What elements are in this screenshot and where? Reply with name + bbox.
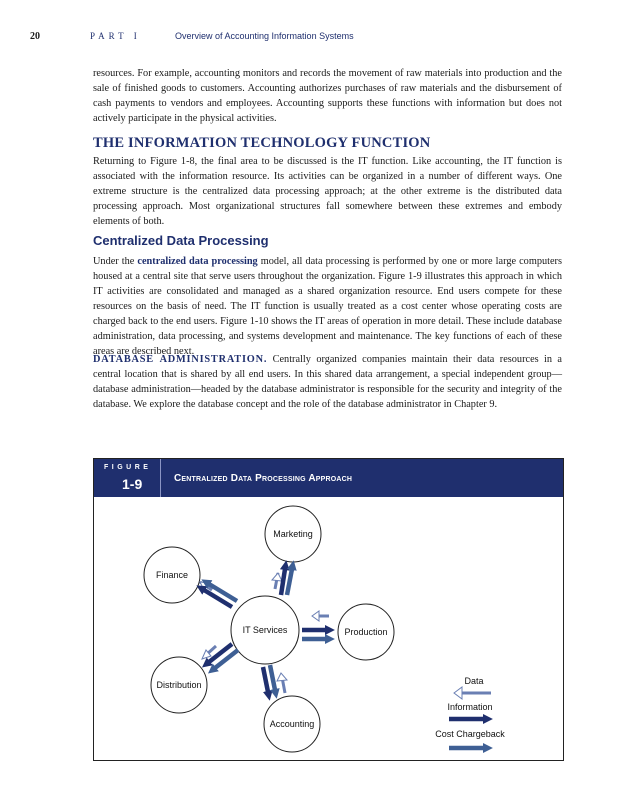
figure-title: Centralized Data Processing Approach — [174, 473, 353, 484]
arrow-finance-chargeback — [209, 584, 237, 601]
key-term-centralized: centralized data processing — [137, 256, 258, 267]
page-number: 20 — [30, 31, 40, 42]
figure-1-9 — [93, 458, 564, 761]
node-finance: Finance — [155, 570, 189, 580]
arrow-production-data-head — [312, 611, 319, 621]
part-title: Overview of Accounting Information Systems — [175, 31, 354, 41]
arrow-accounting-information — [263, 667, 268, 692]
paragraph-centralized — [93, 254, 562, 359]
node-it-services: IT Services — [242, 625, 288, 635]
figure-word: FIGURE — [104, 464, 152, 471]
arrow-accounting-chargeback — [270, 665, 275, 690]
p3-rest: model, all data processing is performed by one or more large computers housed at a central site that serve users throughout the organization. Figure 1-9 illustrates this approach in which IT activities are consolidated and managed as a shared organization resource. End users compete for these resources on the basis of need. The IT function is usually treated as a cost center whose operating costs are charged back to the end users. Figure 1-10 shows the IT areas of operation in more detail. These include database administration, data processing, and systems development and maintenance. The key functions of each of these areas are described next. — [93, 256, 562, 357]
node-production: Production — [344, 627, 388, 637]
figure-diagram — [94, 497, 563, 760]
heading-centralized: Centralized Data Processing — [93, 233, 269, 248]
arrow-marketing-chargeback — [287, 569, 292, 595]
arrow-marketing-information — [281, 569, 285, 595]
p4-text: Centrally organized companies maintain their data resources in a central location that is shared by all end users. In this shared data arrangement, a special independent group—database administration—headed by the database administrator is responsible for the security and integrity of the database. We explore the database concept and the role of the database administrator in Chapter 9. — [93, 354, 563, 410]
paragraph-database-admin — [93, 352, 562, 412]
figure-label-box — [94, 459, 161, 497]
figure-number: 1-9 — [122, 476, 143, 492]
node-accounting: Accounting — [269, 719, 315, 729]
figure-header-band — [94, 459, 563, 497]
runin-database-admin: DATABASE ADMINISTRATION. — [93, 354, 268, 365]
node-marketing: Marketing — [273, 529, 313, 539]
arrow-accounting-data-head — [277, 673, 287, 681]
heading-it-function: THE INFORMATION TECHNOLOGY FUNCTION — [93, 135, 431, 151]
arrow-finance-data-head — [200, 582, 208, 590]
legend-information-label: Information — [447, 702, 493, 712]
legend-cost-chargeback-label: Cost Chargeback — [435, 729, 505, 739]
paragraph-it-function: Returning to Figure 1-8, the final area to be discussed is the IT function. Like accounting, the IT function is associated with the information resource. Its activities can be organized in a number of different ways. One extreme structure is the centralized data processing approach; at the other extreme is the distributed data processing approach. Most organizational structures fall somewhere between these extremes and embody elements of both. — [93, 156, 562, 227]
arrow-finance-information — [204, 590, 232, 607]
legend-data-label: Data — [464, 676, 484, 686]
arrow-marketing-data-head — [272, 573, 282, 581]
legend-data-arrow-head — [454, 687, 462, 699]
part-label: PART I — [90, 31, 141, 41]
node-distribution: Distribution — [156, 680, 202, 690]
running-head — [30, 31, 609, 45]
p3-lead: Under the — [93, 256, 138, 267]
paragraph-resources: resources. For example, accounting monitors and records the movement of raw materials into production and the sale of finished goods to customers. Accounting authorizes purchases of raw materials and the disbursement of cash payments to vendors and employees. Accounting supports these functions with information but does not actively participate in the physical activities. — [93, 68, 562, 124]
